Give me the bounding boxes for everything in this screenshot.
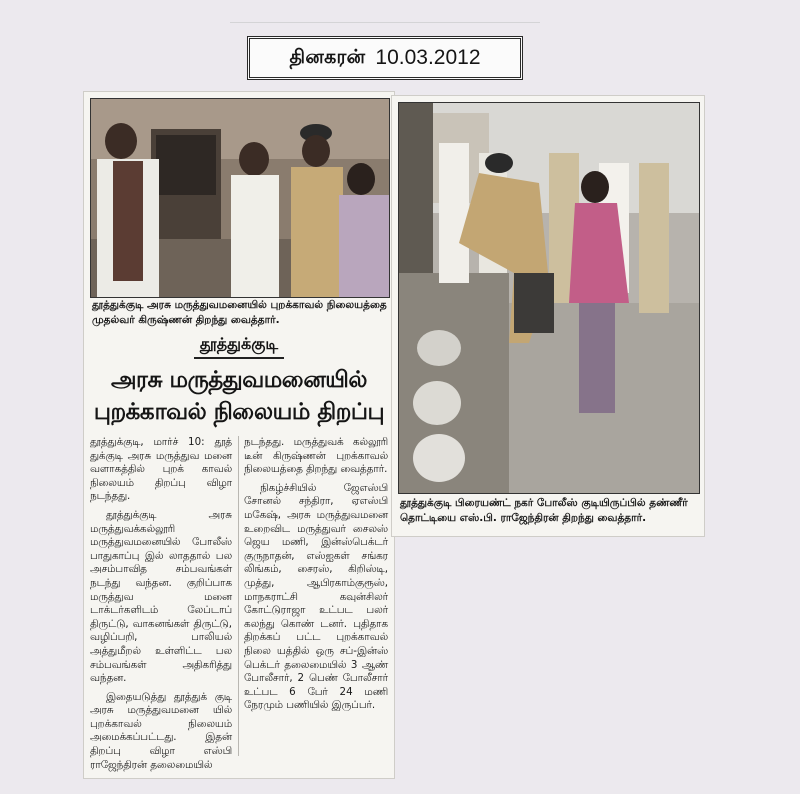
paragraph: இதையடுத்து தூத்துக் குடி அரசு மருத்துவமனை யில் புறக்காவல் நிலையம் அமைக்கப்பட்டது. இதன் திறப்பு விழா எஸ்பி ராஜேந்திரன் தலைமையில் <box>90 690 232 771</box>
paragraph: நிகழ்ச்சியில் ஜேஎஸ்பி சோனல் சந்திரா, ஏஎஸ்பி மகேஷ், அரசு மருத்துவமனை உறைவிட மருத்துவர் சைலஸ் ஜெய மணி, இன்ஸ்பெக்டர் குருநாதன், எஸ்ஐகள் சங்கர லிங்கம், சைரஸ், கிறிஸ்டி, முத்து, ஆபிரகாம்குரூஸ், மாநகராட்சி கவுன்சிலர் கோட்டுராஜா உட்பட பலர் கலந்து கொண் டனர். புதிதாக திறக்கப் பட்ட புறக்காவல் நிலை யத்தில் ஒரு சப்-இன்ஸ் பெக்டர் தலைமையில் 3 ஆண் போலீசார், 2 பெண் போலீசார் உட்பட 6 பேர் 24 மணி நேரமும் பணியில் இருப்பர். <box>244 481 388 712</box>
photo-water-tank <box>398 102 700 494</box>
article-kicker <box>84 334 394 359</box>
headline-line-1: அரசு மருத்துவமனையில் <box>111 367 367 393</box>
article-column-1 <box>90 436 232 777</box>
top-rule <box>230 22 540 23</box>
paragraph: நடந்தது. மருத்துவக் கல்லூரி டீன் கிருஷ்ணன் புறக்காவல் நிலையத்தை திறந்து வைத்தார். <box>244 436 388 476</box>
publication-date: 10.03.2012 <box>375 46 481 69</box>
photo-caption: தூத்துக்குடி அரசு மருத்துவமனையில் புறக்காவல் நிலையத்தை முதல்வர் கிருஷ்ணன் திறந்து வைத்தார். <box>92 299 387 326</box>
masthead <box>247 36 523 80</box>
headline <box>88 364 390 428</box>
newspaper-name: தினகரன் <box>289 45 366 68</box>
column-divider <box>238 436 239 756</box>
photo-inauguration <box>90 98 390 298</box>
article-column-2 <box>244 436 388 718</box>
photo-caption: தூத்துக்குடி பிரையண்ட் நகர் போலீஸ் குடியிருப்பில் தண்ணீர் தொட்டியை எஸ்.பி. ராஜேந்திரன் திறந்து வைத்தார். <box>400 497 688 524</box>
location-kicker: தூத்துக்குடி <box>194 334 284 359</box>
article-clipping <box>84 92 394 778</box>
photo-clipping <box>392 96 704 536</box>
paragraph: தூத்துக்குடி, மார்ச் 10: தூத் துக்குடி அரசு மருத்துவ மனை வளாகத்தில் புறக் காவல் நிலையம் திறப்பு விழா நடந்தது. <box>90 436 232 503</box>
paragraph: தூத்துக்குடி அரசு மருத்துவக்கல்லூரி மருத்துவமனையில் போலீஸ் பாதுகாப்பு இல் லாததால் பல அசம்பாவித சம்பவங்கள் நடந்து வந்தன. குறிப்பாக மருத்துவ மனை டாக்டர்களிடம் லேப்டாப் திருட்டு, வாகனங்கள் திருட்டு, வழிப்பறி, பாலியல் அத்துமீறல் உள்ளிட்ட பல சம்பவங்கள் அதிகரித்து வந்தன. <box>90 508 232 685</box>
headline-line-2: புறக்காவல் நிலையம் திறப்பு <box>93 399 385 425</box>
